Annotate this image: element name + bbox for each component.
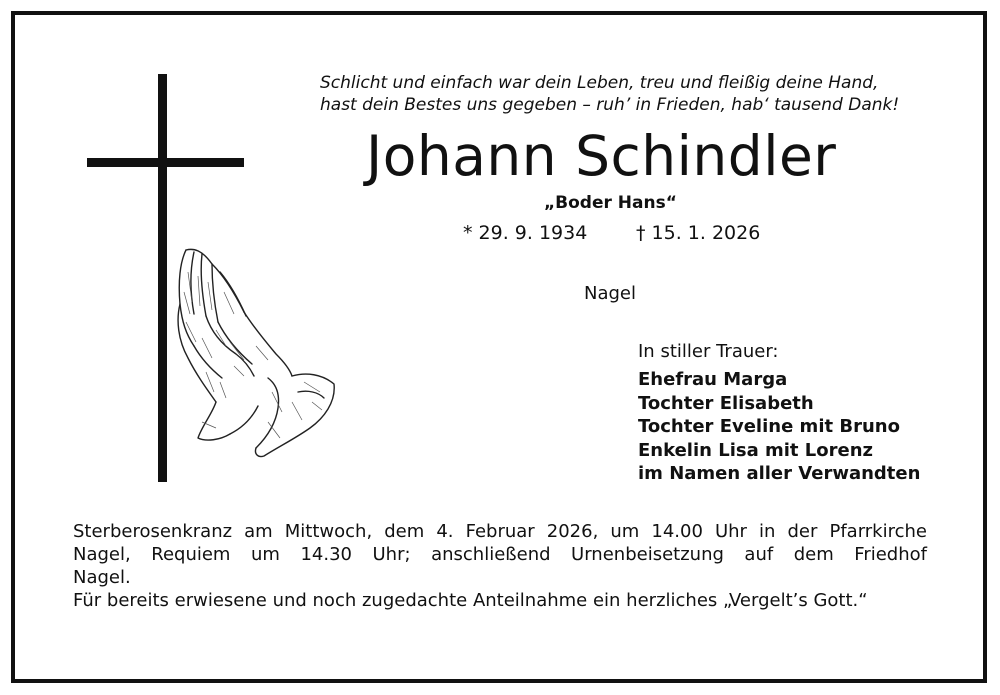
hometown: Nagel [584, 283, 636, 304]
deceased-name: Johann Schindler [366, 124, 837, 188]
cross-icon [158, 74, 167, 482]
deceased-nickname: „Boder Hans“ [544, 193, 677, 213]
cross-icon-bar [87, 158, 244, 167]
mourner-item: Tochter Elisabeth [638, 392, 814, 414]
mourner-item: Enkelin Lisa mit Lorenz [638, 439, 874, 461]
quote-line: hast dein Bestes uns gegeben – ruh’ in Frieden, hab‘ tausend Dank! [320, 95, 900, 115]
mourner-item: Tochter Eveline mit Bruno [638, 416, 900, 437]
praying-hands-icon [172, 242, 340, 462]
notice-line: Nagel. [73, 567, 131, 588]
mourners-label: In stiller Trauer: [638, 341, 779, 362]
thanks-line: Für bereits erwiesene und noch zugedachte Anteilnahme ein herzliches „Vergelt’s Gott.“ [73, 590, 868, 611]
mourners-list [638, 368, 920, 486]
death-date: † 15. 1. 2026 [636, 222, 761, 244]
funeral-notice [73, 520, 927, 612]
mourner-item: im Namen aller Verwandten [638, 463, 921, 484]
notice-line: Nagel, Requiem um 14.30 Uhr; anschließend Urnenbeisetzung auf dem Friedhof [73, 544, 927, 565]
birth-date: * 29. 9. 1934 [463, 222, 588, 244]
mourner-item: Ehefrau Marga [638, 369, 788, 390]
memorial-quote [320, 72, 940, 116]
quote-line: Schlicht und einfach war dein Leben, treu und fleißig deine Hand, [320, 73, 879, 93]
notice-line: Sterberosenkranz am Mittwoch, dem 4. Februar 2026, um 14.00 Uhr in der Pfarrkirche [73, 521, 927, 542]
